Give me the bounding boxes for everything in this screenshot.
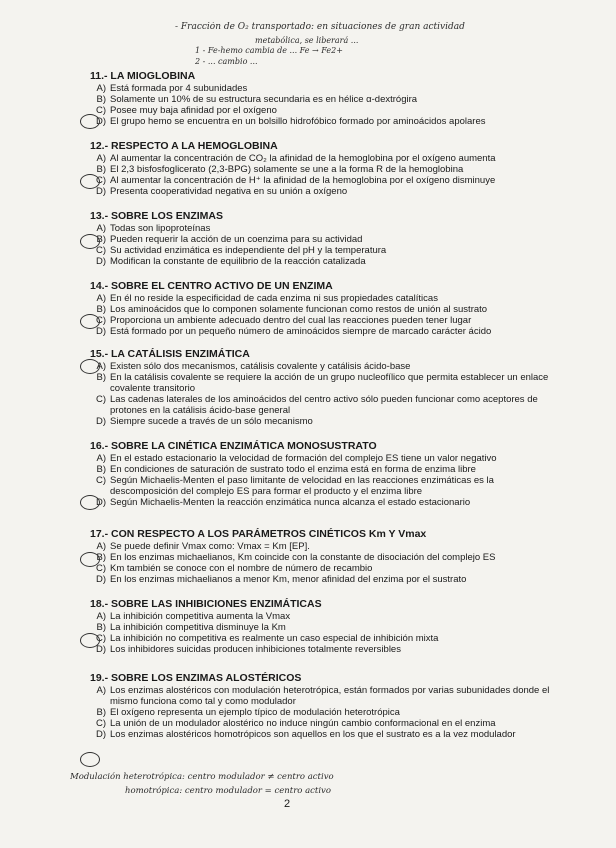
question-title: 12.- RESPECTO A LA HEMOGLOBINA: [90, 140, 278, 152]
option-d[interactable]: [84, 326, 560, 337]
option-text: Existen sólo dos mecanismos, catálisis covalente y catálisis ácido-base: [110, 361, 411, 372]
option-b[interactable]: [84, 707, 560, 718]
option-text: En los enzimas michaelianos a menor Km, menor afinidad del enzima por el sustrato: [110, 574, 467, 585]
question-15: [60, 348, 560, 427]
option-text: Los enzimas alostéricos homotrópicos son aquellos en los que el sustrato es a la vez modulador: [110, 729, 516, 740]
option-a[interactable]: [84, 223, 560, 234]
option-letter: D): [95, 729, 106, 740]
option-b[interactable]: [84, 622, 560, 633]
option-d[interactable]: [84, 116, 560, 127]
option-letter: A): [96, 361, 106, 372]
option-text: Se puede definir Vmax como: Vmax = Km [EP].: [110, 541, 310, 552]
option-c[interactable]: [84, 315, 560, 326]
option-letter: D): [95, 497, 106, 508]
option-letter: C): [95, 175, 106, 186]
option-a[interactable]: [84, 611, 560, 622]
option-letter: C): [95, 394, 106, 405]
option-text: Todas son lipoproteínas: [110, 223, 211, 234]
question-title: 17.- CON RESPECTO A LOS PARÁMETROS CINÉTICOS Km Y Vmax: [90, 528, 427, 540]
option-text: Los inhibidores suicidas producen inhibiciones totalmente reversibles: [110, 644, 401, 655]
option-text: La inhibición no competitiva es realmente un caso especial de inhibición mixta: [110, 633, 439, 644]
option-letter: A): [96, 453, 106, 464]
option-letter: A): [96, 611, 106, 622]
option-letter: B): [96, 234, 106, 245]
option-text: Posee muy baja afinidad por el oxígeno: [110, 105, 277, 116]
option-b[interactable]: [84, 94, 560, 105]
option-text: El 2,3 bisfosfoglicerato (2,3-BPG) solamente se une a la forma R de la hemoglobina: [110, 164, 464, 175]
option-a[interactable]: [84, 541, 560, 552]
option-d[interactable]: [84, 497, 560, 508]
answer-circle-mark: [80, 114, 100, 129]
option-c[interactable]: [84, 245, 560, 256]
option-letter: A): [96, 293, 106, 304]
option-c[interactable]: [84, 563, 560, 574]
answer-circle-mark: [80, 495, 100, 510]
answer-circle-mark: [80, 174, 100, 189]
option-letter: D): [95, 326, 106, 337]
answer-circle-mark: [80, 359, 100, 374]
option-a[interactable]: [84, 361, 560, 372]
option-letter: C): [95, 718, 106, 729]
option-letter: C): [95, 563, 106, 574]
option-text: Solamente un 10% de su estructura secundaria es en hélice α-dextrógira: [110, 94, 418, 105]
question-14: [60, 280, 560, 337]
option-text: Según Michaelis-Menten la reacción enzimática nunca alcanza el estado estacionario: [110, 497, 471, 508]
option-letter: B): [96, 94, 106, 105]
option-b[interactable]: [84, 304, 560, 315]
option-text: En la catálisis covalente se requiere la acción de un grupo nucleofílico que permita establecer un enlace covalente transitorio: [110, 372, 549, 394]
option-letter: C): [95, 475, 106, 486]
question-11: [60, 70, 560, 127]
option-letter: D): [95, 644, 106, 655]
answer-circle-mark: [80, 234, 100, 249]
answer-circle-mark: [80, 752, 100, 767]
option-a[interactable]: [84, 685, 560, 707]
option-letter: A): [96, 83, 106, 94]
option-a[interactable]: [84, 83, 560, 94]
header-note-1: - Fracción de O₂ transportado: en situaciones de gran actividad: [175, 22, 465, 32]
option-text: Las cadenas laterales de los aminoácidos del centro activo sólo pueden funcionar como aceptores de protones en la catálisis ácido-base general: [110, 394, 538, 416]
option-c[interactable]: [84, 105, 560, 116]
option-c[interactable]: [84, 175, 560, 186]
option-b[interactable]: [84, 164, 560, 175]
option-text: En él no reside la especificidad de cada enzima ni sus propiedades catalíticas: [110, 293, 438, 304]
option-letter: D): [95, 574, 106, 585]
option-text: Al aumentar la concentración de H⁺ la afinidad de la hemoglobina por el oxígeno disminuye: [110, 175, 496, 186]
option-text: En condiciones de saturación de sustrato todo el enzima está en forma de enzima libre: [110, 464, 476, 475]
option-text: El grupo hemo se encuentra en un bolsillo hidrofóbico formado por aminoácidos apolares: [110, 116, 486, 127]
option-d[interactable]: [84, 574, 560, 585]
option-letter: B): [96, 164, 106, 175]
question-19: [60, 672, 560, 740]
option-b[interactable]: [84, 552, 560, 563]
option-text: En el estado estacionario la velocidad de formación del complejo ES tiene un valor negativo: [110, 453, 497, 464]
option-text: El oxígeno representa un ejemplo típico de modulación heterotrópica: [110, 707, 400, 718]
question-title: 18.- SOBRE LAS INHIBICIONES ENZIMÁTICAS: [90, 598, 322, 610]
header-note-2: metabólica, se liberará ...: [255, 36, 359, 45]
option-d[interactable]: [84, 186, 560, 197]
question-title: 14.- SOBRE EL CENTRO ACTIVO DE UN ENZIMA: [90, 280, 333, 292]
answer-circle-mark: [80, 552, 100, 567]
option-text: Al aumentar la concentración de CO₂ la afinidad de la hemoglobina por el oxígeno aumenta: [110, 153, 496, 164]
footer-note-2: homotrópica: centro modulador = centro activo: [125, 786, 331, 796]
option-b[interactable]: [84, 464, 560, 475]
question-title: 13.- SOBRE LOS ENZIMAS: [90, 210, 224, 222]
option-b[interactable]: [84, 234, 560, 245]
option-letter: B): [96, 622, 106, 633]
option-d[interactable]: [84, 256, 560, 267]
question-title: 16.- SOBRE LA CINÉTICA ENZIMÁTICA MONOSUSTRATO: [90, 440, 377, 452]
question-title: 19.- SOBRE LOS ENZIMAS ALOSTÉRICOS: [90, 672, 302, 684]
header-note-3: 1 - Fe-hemo cambia de ... Fe → Fe2+: [195, 46, 343, 55]
question-title: 11.- LA MIOGLOBINA: [90, 70, 196, 82]
option-text: Está formado por un pequeño número de aminoácidos siempre de marcado carácter ácido: [110, 326, 492, 337]
question-18: [60, 598, 560, 655]
option-a[interactable]: [84, 293, 560, 304]
option-letter: C): [95, 105, 106, 116]
header-note-4: 2 - ... cambio ...: [195, 57, 258, 66]
option-text: Está formada por 4 subunidades: [110, 83, 248, 94]
option-text: Presenta cooperatividad negativa en su unión a oxígeno: [110, 186, 348, 197]
option-text: En los enzimas michaelianos, Km coincide con la constante de disociación del complejo ES: [110, 552, 496, 563]
option-text: La unión de un modulador alostérico no induce ningún cambio conformacional en el enzima: [110, 718, 496, 729]
page-number: 2: [284, 798, 291, 810]
option-c[interactable]: [84, 718, 560, 729]
footer-note-1: Modulación heterotrópica: centro modulador ≠ centro activo: [70, 772, 334, 782]
option-letter: C): [95, 633, 106, 644]
option-c[interactable]: [84, 633, 560, 644]
option-text: Km también se conoce con el nombre de número de recambio: [110, 563, 373, 574]
question-title: 15.- LA CATÁLISIS ENZIMÁTICA: [90, 348, 250, 360]
option-text: Los aminoácidos que lo componen solamente funcionan como restos de unión al sustrato: [110, 304, 488, 315]
option-letter: D): [95, 116, 106, 127]
answer-circle-mark: [80, 314, 100, 329]
option-letter: A): [96, 541, 106, 552]
answer-circle-mark: [80, 633, 100, 648]
option-text: La inhibición competitiva aumenta la Vmax: [110, 611, 291, 622]
option-a[interactable]: [84, 453, 560, 464]
question-13: [60, 210, 560, 267]
question-16: [60, 440, 560, 508]
option-text: Siempre sucede a través de un sólo mecanismo: [110, 416, 313, 427]
option-text: Modifican la constante de equilibrio de la reacción catalizada: [110, 256, 366, 267]
option-text: Los enzimas alostéricos con modulación heterotrópica, están formados por varias subunidades donde el mismo funciona como tal y como modulador: [110, 685, 550, 707]
question-12: [60, 140, 560, 197]
option-letter: A): [96, 223, 106, 234]
option-letter: D): [95, 186, 106, 197]
option-letter: B): [96, 372, 106, 383]
option-d[interactable]: [84, 729, 560, 740]
option-letter: C): [95, 245, 106, 256]
option-c[interactable]: [84, 475, 560, 497]
question-17: [60, 528, 560, 585]
option-letter: A): [96, 153, 106, 164]
option-letter: D): [95, 256, 106, 267]
option-letter: B): [96, 552, 106, 563]
option-d[interactable]: [84, 644, 560, 655]
option-a[interactable]: [84, 153, 560, 164]
option-d[interactable]: [84, 416, 560, 427]
option-letter: B): [96, 304, 106, 315]
option-text: Según Michaelis-Menten el paso limitante de velocidad en las reacciones enzimáticas es la descomposición del complejo ES para formar el producto y el enzima libre: [110, 475, 494, 497]
option-text: Pueden requerir la acción de un coenzima para su actividad: [110, 234, 363, 245]
option-text: Proporciona un ambiente adecuado dentro del cual las reacciones pueden tener lugar: [110, 315, 472, 326]
option-letter: D): [95, 416, 106, 427]
option-letter: B): [96, 707, 106, 718]
option-b[interactable]: [84, 372, 560, 394]
option-text: Su actividad enzimática es independiente del pH y la temperatura: [110, 245, 387, 256]
option-letter: A): [96, 685, 106, 696]
option-c[interactable]: [84, 394, 560, 416]
option-text: La inhibición competitiva disminuye la Km: [110, 622, 286, 633]
option-letter: C): [95, 315, 106, 326]
option-letter: B): [96, 464, 106, 475]
